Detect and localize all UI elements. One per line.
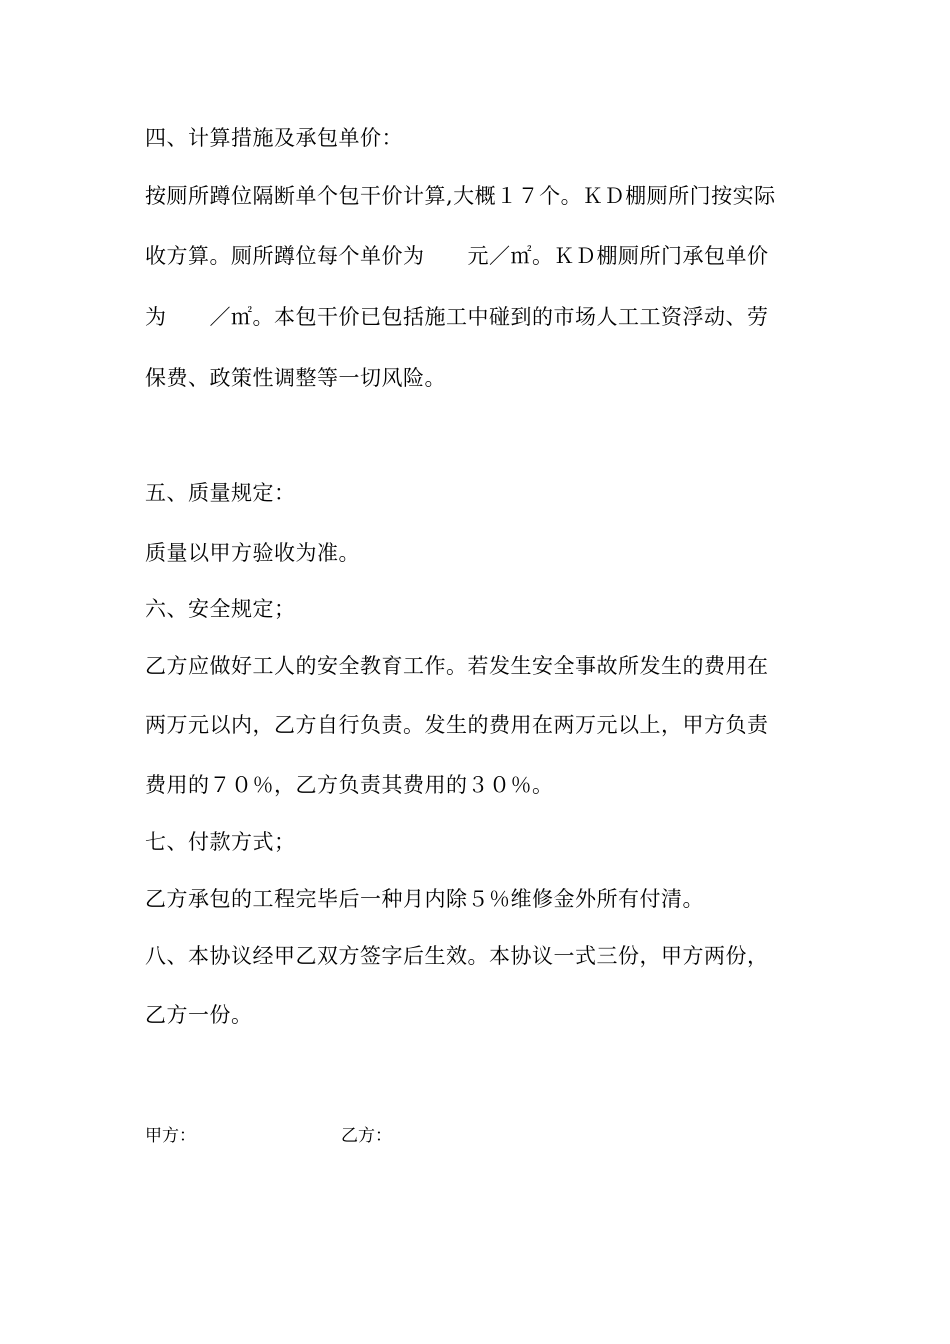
section-5-heading: 五、质量规定： [145,481,296,505]
section-4-text-line-4: 保费、政策性调整等一切风险。 [145,366,446,390]
section-8-text-line-1: 八、本协议经甲乙双方签字后生效。本协议一式三份，甲方两份， [145,944,769,968]
section-7-heading: 七、付款方式； [145,830,296,854]
section-6-text-line-3: 费用的７０％，乙方负责其费用的３０％。 [145,773,554,797]
section-4-text-line-2: 收方算。厕所蹲位每个单价为 元／㎡。ＫＤ棚厕所门承包单价 [145,244,769,268]
section-6-heading: 六、安全规定； [145,597,296,621]
section-4-text-line-1: 按厕所蹲位隔断单个包干价计算,大概１７个。ＫＤ棚厕所门按实际 [145,184,776,208]
section-7-text: 乙方承包的工程完毕后一种月内除５％维修金外所有付清。 [145,887,704,911]
signature-party-a: 甲方： [145,1126,196,1146]
section-4-text-line-3: 为 ／㎡。本包干价已包括施工中碰到的市场人工工资浮动、劳 [145,305,769,329]
signature-party-b: 乙方： [341,1126,392,1146]
section-5-text: 质量以甲方验收为准。 [145,541,360,565]
section-8-text-line-2: 乙方一份。 [145,1003,253,1027]
section-6-text-line-2: 两万元以内，乙方自行负责。发生的费用在两万元以上，甲方负责 [145,713,769,737]
section-6-text-line-1: 乙方应做好工人的安全教育工作。若发生安全事故所发生的费用在 [145,654,769,678]
section-4-heading: 四、计算措施及承包单价： [145,126,403,150]
